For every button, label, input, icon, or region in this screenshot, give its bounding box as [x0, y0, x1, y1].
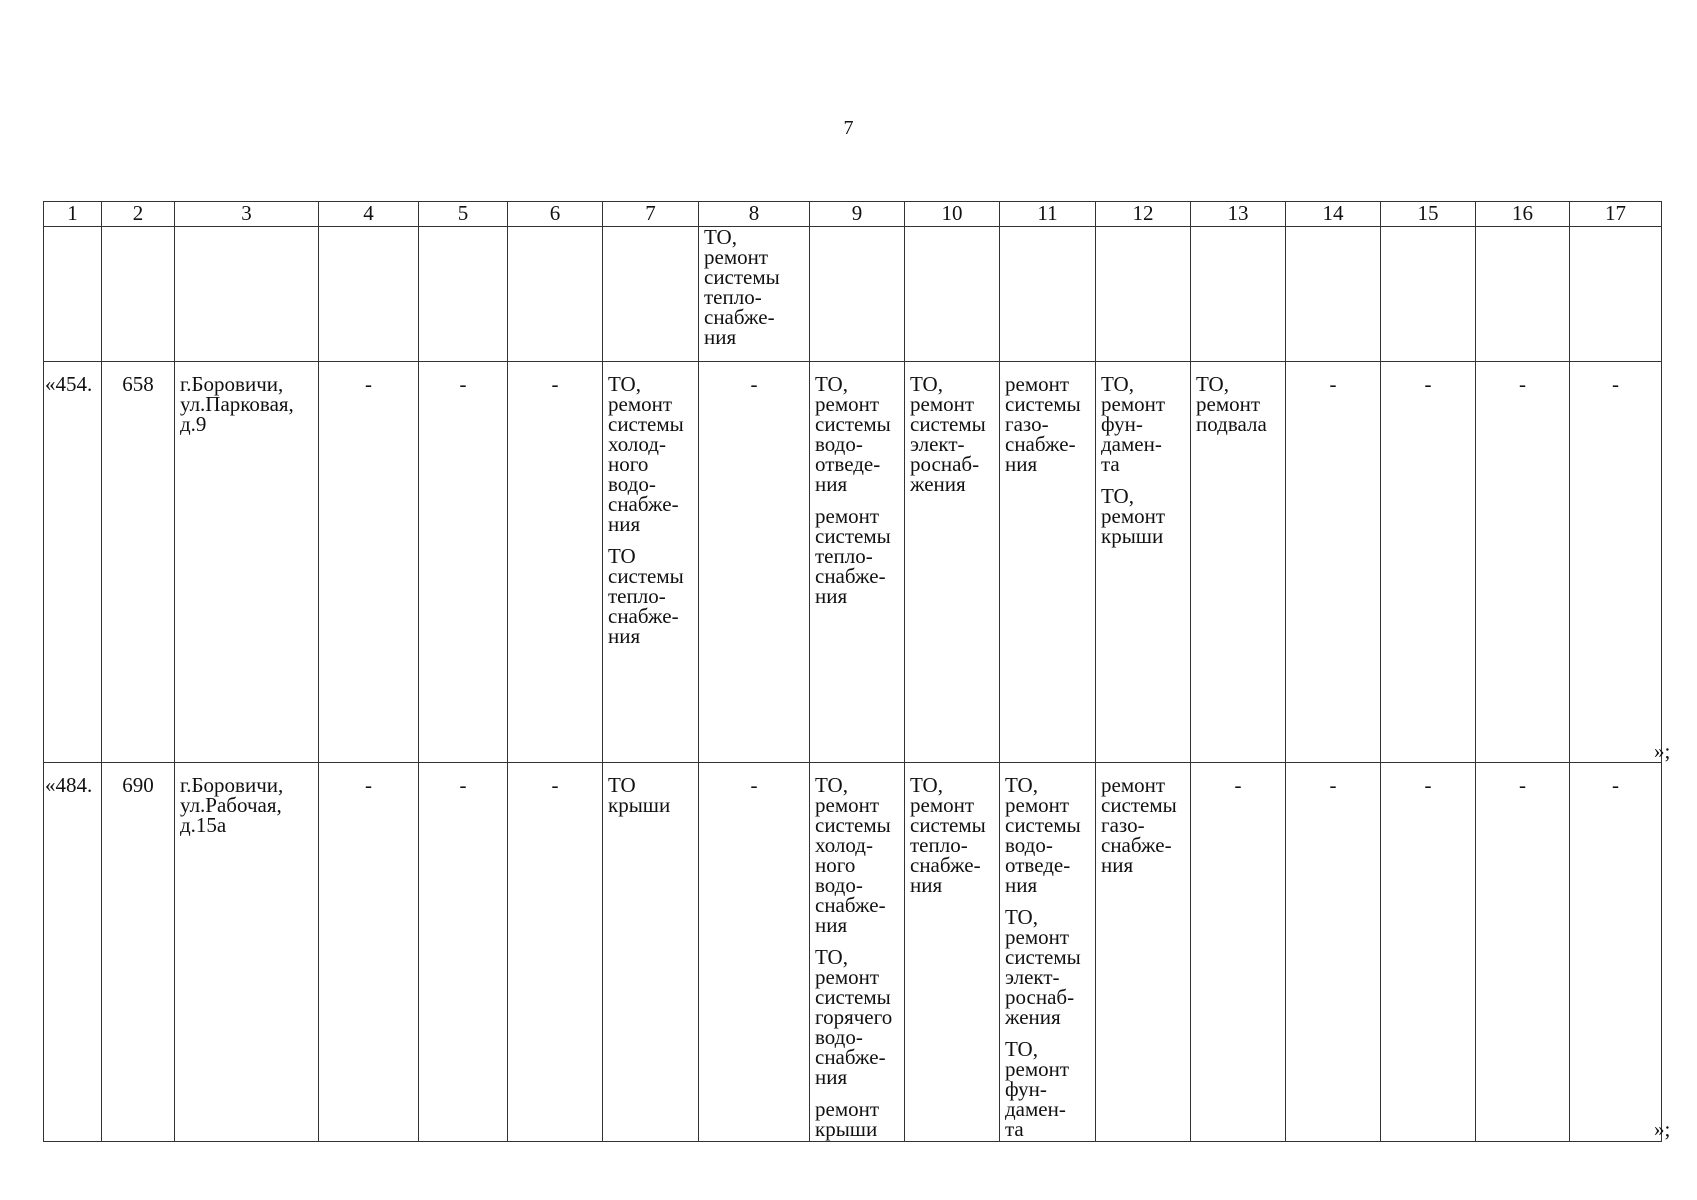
cell-line: ремонт — [1005, 1057, 1070, 1081]
cell-line: ремонт — [704, 245, 769, 269]
cell-paragraph — [815, 775, 901, 935]
table-cell — [102, 227, 175, 362]
table-cell — [102, 362, 175, 763]
table-cell — [419, 362, 508, 763]
address-cell — [175, 763, 318, 835]
cell-line: роснаб- — [910, 452, 980, 476]
header-cell: 8 — [699, 202, 810, 227]
table-cell — [1096, 362, 1191, 763]
header-cell: 17 — [1570, 202, 1662, 227]
cell-line: системы — [815, 813, 891, 837]
table-row — [44, 362, 1662, 763]
works-cell — [905, 763, 999, 895]
works-cell — [1191, 362, 1285, 434]
cell-line: элект- — [910, 432, 965, 456]
table-cell — [508, 227, 603, 362]
cell-paragraph — [608, 546, 695, 646]
cell-paragraph — [815, 947, 901, 1087]
cell-line: водо- — [815, 1025, 863, 1049]
cell-line: газо- — [1101, 813, 1145, 837]
header-cell: 13 — [1191, 202, 1286, 227]
table-cell — [1191, 227, 1286, 362]
cell-line: холод- — [608, 432, 666, 456]
works-cell — [699, 227, 809, 347]
table-cell — [175, 362, 319, 763]
works-cell — [1000, 763, 1095, 1139]
cell-line: системы — [1005, 945, 1081, 969]
cell-line: снабже- — [1005, 432, 1076, 456]
cell-line: ремонт — [910, 392, 975, 416]
cell-line: ремонт — [815, 392, 880, 416]
cell-line: ТО, — [910, 773, 943, 797]
cell-paragraph — [704, 227, 806, 347]
cell-paragraph — [1005, 1039, 1092, 1139]
header-cell: 12 — [1096, 202, 1191, 227]
dash-cell: - — [1234, 773, 1242, 797]
cell-line: тепло- — [815, 544, 873, 568]
cell-line: ния — [815, 472, 848, 496]
header-cell: 11 — [1000, 202, 1096, 227]
dash-cell: - — [1519, 773, 1526, 797]
cell-paragraph — [815, 1099, 901, 1139]
table-cell — [1570, 227, 1662, 362]
cell-line: снабже- — [608, 604, 679, 628]
cell-line: водо- — [1005, 833, 1053, 857]
cell-paragraph — [180, 374, 315, 434]
dash-cell: - — [365, 372, 372, 396]
cell-line: ния — [815, 913, 848, 937]
dash-cell: - — [1424, 773, 1432, 797]
table-cell — [44, 362, 102, 763]
table-cell — [44, 227, 102, 362]
record-number: 658 — [122, 372, 154, 396]
cell-line: ремонт — [815, 965, 880, 989]
table-cell — [810, 227, 905, 362]
cell-line: ремонт — [1101, 504, 1166, 528]
dash-cell: - — [1329, 372, 1337, 396]
cell-paragraph — [1005, 374, 1092, 474]
cell-line: тепло- — [910, 833, 968, 857]
table-cell — [1381, 227, 1476, 362]
header-cell: 16 — [1476, 202, 1570, 227]
dash-cell: - — [459, 372, 467, 396]
table-cell — [1191, 362, 1286, 763]
cell-line: ТО, — [1005, 773, 1038, 797]
cell-line: ния — [1005, 452, 1038, 476]
table-cell — [699, 227, 810, 362]
table-cell — [1570, 362, 1662, 763]
cell-paragraph — [608, 374, 695, 534]
cell-line: ния — [1101, 853, 1134, 877]
dash-cell: - — [365, 773, 372, 797]
table-cell — [603, 227, 699, 362]
cell-paragraph — [1196, 374, 1282, 434]
table-cell — [419, 763, 508, 1142]
cell-line: системы — [608, 412, 684, 436]
table-cell — [319, 227, 419, 362]
cell-line: системы — [815, 412, 891, 436]
table-cell — [1096, 763, 1191, 1142]
works-cell — [1096, 362, 1190, 546]
table-cell — [508, 362, 603, 763]
row-closing-mark: »; — [1654, 1117, 1671, 1141]
cell-line: крыши — [815, 1117, 878, 1141]
header-cell: 10 — [905, 202, 1000, 227]
continuation-row — [44, 227, 1662, 362]
table-cell — [1191, 763, 1286, 1142]
cell-line: тепло- — [704, 285, 762, 309]
cell-paragraph — [180, 775, 315, 835]
header-cell: 6 — [508, 202, 603, 227]
row-closing-mark: »; — [1654, 739, 1671, 763]
cell-line: холод- — [815, 833, 873, 857]
table-cell — [102, 763, 175, 1142]
cell-line: д.9 — [180, 412, 207, 436]
cell-line: д.15а — [180, 813, 227, 837]
cell-line: водо- — [815, 432, 863, 456]
dash-cell: - — [1612, 773, 1619, 797]
cell-line: системы — [910, 813, 986, 837]
record-number: 690 — [122, 773, 154, 797]
cell-line: горячего — [815, 1005, 893, 1029]
table-cell — [508, 763, 603, 1142]
table-cell — [1381, 763, 1476, 1142]
table-cell — [810, 763, 905, 1142]
cell-line: ремонт — [1005, 925, 1070, 949]
table-cell — [175, 763, 319, 1142]
table-cell — [1096, 227, 1191, 362]
cell-line: отведе- — [815, 452, 881, 476]
cell-line: ул.Рабочая, — [180, 793, 282, 817]
cell-line: фун- — [1005, 1077, 1047, 1101]
cell-line: ния — [815, 1065, 848, 1089]
cell-line: ремонт — [910, 793, 975, 817]
cell-line: ТО, — [1196, 372, 1229, 396]
cell-line: ния — [608, 624, 641, 648]
table-cell — [1570, 763, 1662, 1142]
dash-cell: - — [1519, 372, 1526, 396]
cell-paragraph — [1101, 486, 1187, 546]
cell-line: водо- — [815, 873, 863, 897]
cell-paragraph — [1101, 374, 1187, 474]
header-cell: 15 — [1381, 202, 1476, 227]
cell-line: системы — [910, 412, 986, 436]
cell-line: системы — [815, 985, 891, 1009]
cell-line: ТО, — [1101, 372, 1134, 396]
cell-line: ТО, — [815, 773, 848, 797]
table-row — [44, 763, 1662, 1142]
cell-line: фун- — [1101, 412, 1143, 436]
cell-line: ТО, — [815, 372, 848, 396]
cell-line: ния — [704, 325, 737, 349]
table-cell — [419, 227, 508, 362]
table-cell — [175, 227, 319, 362]
header-cell: 4 — [319, 202, 419, 227]
table-cell — [905, 227, 1000, 362]
header-cell: 2 — [102, 202, 175, 227]
table-cell — [1476, 763, 1570, 1142]
cell-line: ул.Парковая, — [180, 392, 294, 416]
header-cell: 3 — [175, 202, 319, 227]
cell-line: та — [1005, 1117, 1024, 1141]
header-cell: 1 — [44, 202, 102, 227]
cell-paragraph — [1005, 775, 1092, 895]
cell-line: снабже- — [704, 305, 775, 329]
cell-line: ремонт — [608, 392, 673, 416]
cell-line: ния — [1005, 873, 1038, 897]
cell-line: ния — [815, 584, 848, 608]
cell-line: ТО, — [1005, 905, 1038, 929]
cell-line: системы — [704, 265, 780, 289]
dash-cell: - — [551, 773, 559, 797]
cell-line: системы — [815, 524, 891, 548]
works-cell — [1000, 362, 1095, 474]
cell-line: ТО, — [1005, 1037, 1038, 1061]
cell-paragraph — [608, 775, 695, 815]
cell-paragraph — [910, 374, 996, 494]
dash-cell: - — [1329, 773, 1337, 797]
cell-line: системы — [1005, 813, 1081, 837]
cell-line: ТО — [608, 544, 636, 568]
cell-line: ремонт — [1101, 773, 1166, 797]
cell-line: водо- — [608, 472, 656, 496]
cell-line: снабже- — [608, 492, 679, 516]
header-cell: 5 — [419, 202, 508, 227]
cell-line: ТО, — [1101, 484, 1134, 508]
page-number: 7 — [843, 117, 854, 139]
cell-line: ТО, — [704, 226, 737, 249]
cell-line: крыши — [608, 793, 671, 817]
table-cell — [1000, 362, 1096, 763]
cell-line: тепло- — [608, 584, 666, 608]
cell-line: газо- — [1005, 412, 1049, 436]
table-cell — [1286, 362, 1381, 763]
cell-line: снабже- — [815, 1045, 886, 1069]
cell-line: г.Боровичи, — [180, 372, 284, 396]
dash-cell: - — [750, 372, 758, 396]
cell-line: подвала — [1196, 412, 1267, 436]
cell-line: ремонт — [1005, 793, 1070, 817]
table-cell — [603, 763, 699, 1142]
table-cell — [319, 362, 419, 763]
cell-line: ремонт — [1196, 392, 1261, 416]
table-cell — [1286, 763, 1381, 1142]
works-cell — [603, 362, 698, 646]
cell-line: та — [1101, 452, 1120, 476]
cell-paragraph — [1101, 775, 1187, 875]
cell-line: системы — [1005, 392, 1081, 416]
dash-cell: - — [551, 372, 559, 396]
cell-line: ния — [608, 512, 641, 536]
cell-line: ТО, — [608, 372, 641, 396]
cell-line: дамен- — [1101, 432, 1162, 456]
cell-line: системы — [608, 564, 684, 588]
cell-paragraph — [1005, 907, 1092, 1027]
works-cell — [1096, 763, 1190, 875]
cell-line: ремонт — [1101, 392, 1166, 416]
cell-line: ного — [608, 452, 649, 476]
cell-line: ремонт — [1005, 372, 1070, 396]
table-cell — [1000, 763, 1096, 1142]
cell-paragraph — [910, 775, 996, 895]
dash-cell: - — [1424, 372, 1432, 396]
cell-line: ТО, — [815, 945, 848, 969]
cell-line: крыши — [1101, 524, 1164, 548]
works-cell — [810, 362, 904, 606]
works-table — [43, 201, 1662, 1142]
header-cell: 14 — [1286, 202, 1381, 227]
table-cell — [319, 763, 419, 1142]
cell-line: отведе- — [1005, 853, 1071, 877]
cell-line: г.Боровичи, — [180, 773, 284, 797]
cell-paragraph — [815, 374, 901, 494]
works-cell — [810, 763, 904, 1139]
cell-line: снабже- — [815, 564, 886, 588]
cell-line: жения — [1005, 1005, 1061, 1029]
cell-line: элект- — [1005, 965, 1060, 989]
cell-line: ТО, — [910, 372, 943, 396]
address-cell — [175, 362, 318, 434]
works-cell — [905, 362, 999, 494]
cell-line: ремонт — [815, 504, 880, 528]
header-row — [44, 202, 1662, 227]
cell-line: роснаб- — [1005, 985, 1075, 1009]
header-cell: 9 — [810, 202, 905, 227]
cell-line: ремонт — [815, 793, 880, 817]
cell-paragraph — [815, 506, 901, 606]
table-cell — [1000, 227, 1096, 362]
cell-line: снабже- — [815, 893, 886, 917]
header-cell: 7 — [603, 202, 699, 227]
table-cell — [1286, 227, 1381, 362]
cell-line: ремонт — [815, 1097, 880, 1121]
table-cell — [44, 763, 102, 1142]
table-cell — [1476, 362, 1570, 763]
table-cell — [905, 763, 1000, 1142]
table-cell — [905, 362, 1000, 763]
table-cell — [810, 362, 905, 763]
cell-line: системы — [1101, 793, 1177, 817]
dash-cell: - — [1612, 372, 1619, 396]
row-index: «484. — [45, 773, 93, 797]
cell-line: снабже- — [1101, 833, 1172, 857]
table-cell — [699, 763, 810, 1142]
dash-cell: - — [750, 773, 758, 797]
works-cell — [603, 763, 698, 815]
table-cell — [699, 362, 810, 763]
row-index: «454. — [45, 372, 93, 396]
cell-line: снабже- — [910, 853, 981, 877]
table-cell — [603, 362, 699, 763]
cell-line: ния — [910, 873, 943, 897]
cell-line: ного — [815, 853, 856, 877]
dash-cell: - — [459, 773, 467, 797]
cell-line: дамен- — [1005, 1097, 1066, 1121]
table-cell — [1381, 362, 1476, 763]
cell-line: ТО — [608, 773, 636, 797]
cell-line: жения — [910, 472, 966, 496]
table-cell — [1476, 227, 1570, 362]
